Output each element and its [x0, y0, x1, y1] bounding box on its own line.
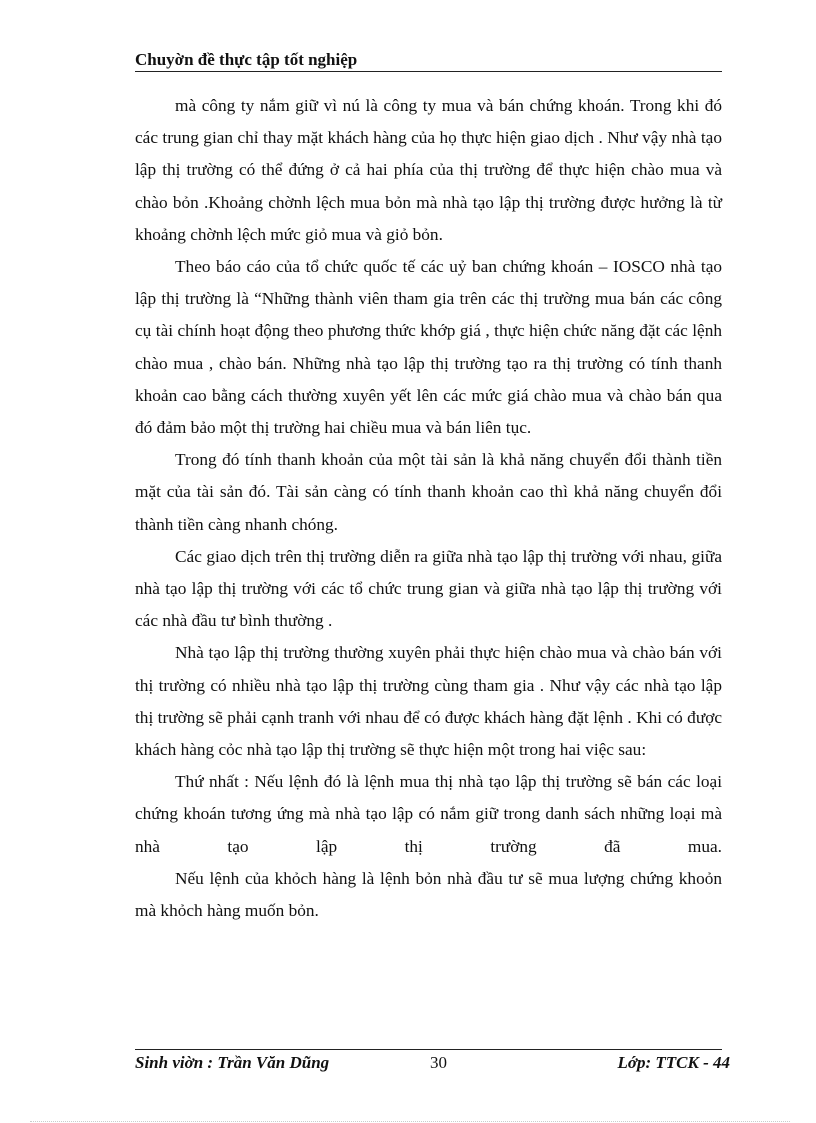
footer-student: Sinh viờn : Trần Văn Dũng — [135, 1053, 330, 1072]
footer-class: Lớp: TTCK - 44 — [617, 1053, 730, 1072]
paragraph-2: Theo báo cáo của tổ chức quốc tế các uỷ ban chứng khoán – IOSCO nhà tạo lập thị trường là “Những thành viên tham gia trên các thị trường mua bán các công cụ tài chính hoạt động theo phương thức khớp giá , thực hiện chức năng đặt các lệnh chào mua , chào bán. Những nhà tạo lập thị trường tạo ra thị trường có tính thanh khoản cao bằng cách thường xuyên yết lên các mức giá chào mua và chào bán qua đó đảm bảo một thị trường hai chiều mua và bán liên tục. — [135, 257, 722, 438]
paragraph-5: Nhà tạo lập thị trường thường xuyên phải thực hiện chào mua và chào bán với thị trường có nhiều nhà tạo lập thị trường cùng tham gia . Như vậy các nhà tạo lập thị trường sẽ phải cạnh tranh với nhau để có được khách hàng đặt lệnh . Khi có được khách hàng cỏc nhà tạo lập thị trường sẽ thực hiện một trong hai việc sau: — [135, 643, 722, 760]
paragraph-3: Trong đó tính thanh khoản của một tài sản là khả năng chuyển đổi thành tiền mặt của tài sản đó. Tài sản càng có tính thanh khoản cao thì khả năng chuyển đổi thành tiền càng nhanh chóng. — [135, 450, 722, 534]
footer-divider — [135, 1049, 722, 1050]
paragraph-7: Nếu lệnh của khỏch hàng là lệnh bỏn nhà đầu tư sẽ mua lượng chứng khoỏn mà khỏch hàng muốn bỏn. — [135, 868, 722, 921]
header-title: Chuyờn đề thực tập tốt nghiệp — [135, 50, 358, 69]
running-header — [135, 50, 722, 72]
paragraph-6: Thứ nhất : Nếu lệnh đó là lệnh mua thị nhà tạo lập thị trường sẽ bán các loại chứng khoán tương ứng mà nhà tạo lập có nắm giữ trong danh sách những loại mà nhà tạo lập thị trường đã mua. — [135, 772, 722, 856]
page-number: 30 — [430, 1053, 447, 1072]
page-edge-divider — [30, 1121, 790, 1122]
paragraph-4: Các giao dịch trên thị trường diễn ra giữa nhà tạo lập thị trường với nhau, giữa nhà tạo lập thị trường với các tổ chức trung gian và giữa nhà tạo lập thị trường với các nhà đầu tư bình thường . — [135, 546, 722, 631]
paragraph-1: mà công ty nắm giữ vì nú là công ty mua và bán chứng khoán. Trong khi đó các trung gian chỉ thay mặt khách hàng của họ thực hiện giao dịch . Như vậy nhà tạo lập thị trường có thể đứng ở cả hai phía của thị trường để thực hiện chào mua và chào bỏn .Khoảng chờnh lệch mua bỏn mà nhà tạo lập thị trường được hưởng là từ khoảng chờnh lệch mức giỏ mua và giỏ bỏn. — [135, 96, 722, 244]
running-footer — [135, 1053, 730, 1077]
document-body — [135, 90, 722, 927]
